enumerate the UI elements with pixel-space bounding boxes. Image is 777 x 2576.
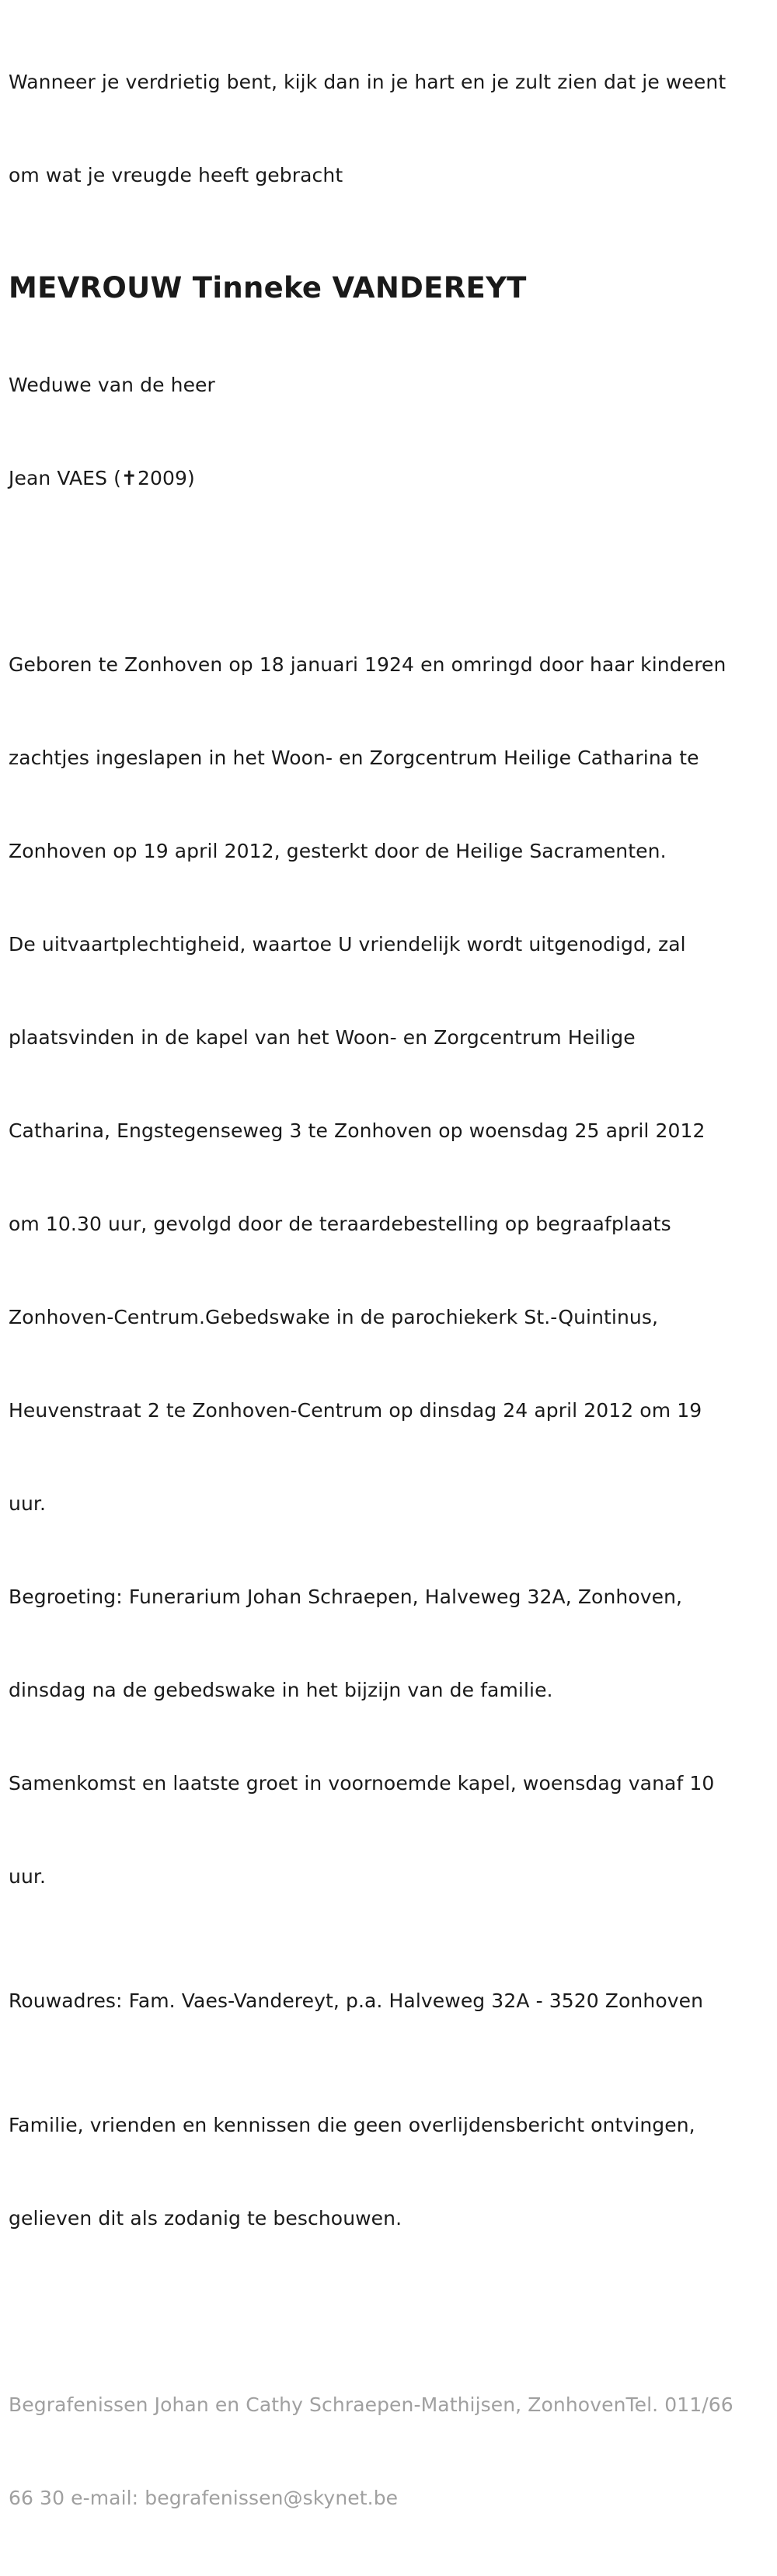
deceased-name: MEVROUW Tinneke VANDEREYT — [9, 271, 527, 305]
notice-line: Familie, vrienden en kennissen die geen overlijdensbericht ontvingen, — [9, 2114, 695, 2136]
body-line: Samenkomst en laatste groet in voornoemde kapel, woensdag vanaf 10 — [9, 1772, 715, 1794]
body-line: uur. — [9, 1865, 47, 1888]
family-notice — [9, 2048, 777, 2296]
mourning-address: Rouwadres: Fam. Vaes-Vandereyt, p.a. Halveweg 32A - 3520 Zonhoven — [9, 1989, 704, 2012]
spacer — [9, 2017, 777, 2048]
body-line: Catharina, Engstegenseweg 3 te Zonhoven op woensdag 25 april 2012 — [9, 1119, 706, 1142]
body-line: dinsdag na de gebedswake in het bijzijn van de familie. — [9, 1679, 553, 1701]
body-line: Zonhoven-Centrum.Gebedswake in de parochiekerk St.-Quintinus, — [9, 1306, 659, 1328]
opening-quote — [9, 5, 777, 253]
spacer — [9, 556, 777, 587]
body-line: De uitvaartplechtigheid, waartoe U vriendelijk wordt uitgenodigd, zal — [9, 933, 686, 956]
body-line: uur. — [9, 1492, 47, 1515]
body-line: plaatsvinden in de kapel van het Woon- en Zorgcentrum Heilige — [9, 1026, 636, 1049]
footer-line: 66 30 e-mail: begrafenissen@skynet.be — [9, 2487, 399, 2509]
quote-line: om wat je vreugde heeft gebracht — [9, 164, 343, 186]
body-line: Heuvenstraat 2 te Zonhoven-Centrum op dinsdag 24 april 2012 om 19 — [9, 1399, 702, 1422]
footer-line: Begrafenissen Johan en Cathy Schraepen-Mathijsen, ZonhovenTel. 011/66 — [9, 2393, 733, 2416]
notice-line: gelieven dit als zodanig te beschouwen. — [9, 2207, 402, 2230]
body-text — [9, 587, 777, 1955]
spacer — [9, 1955, 777, 1986]
spouse-text: Jean VAES (✝2009) — [9, 467, 195, 489]
body-line: zachtjes ingeslapen in het Woon- en Zorgcentrum Heilige Catharina te — [9, 747, 699, 769]
quote-line: Wanneer je verdrietig bent, kijk dan in je hart en je zult zien dat je weent — [9, 71, 726, 93]
relation-block — [9, 308, 777, 556]
body-line: Geboren te Zonhoven op 18 januari 1924 en omringd door haar kinderen — [9, 653, 726, 676]
spacer — [9, 2296, 777, 2327]
relation-text: Weduwe van de heer — [9, 374, 215, 396]
funeral-home-footer — [9, 2327, 777, 2576]
body-line: om 10.30 uur, gevolgd door de teraardebestelling op begraafplaats — [9, 1213, 671, 1235]
body-line: Begroeting: Funerarium Johan Schraepen, Halveweg 32A, Zonhoven, — [9, 1586, 683, 1608]
body-line: Zonhoven op 19 april 2012, gesterkt door de Heilige Sacramenten. — [9, 840, 667, 862]
